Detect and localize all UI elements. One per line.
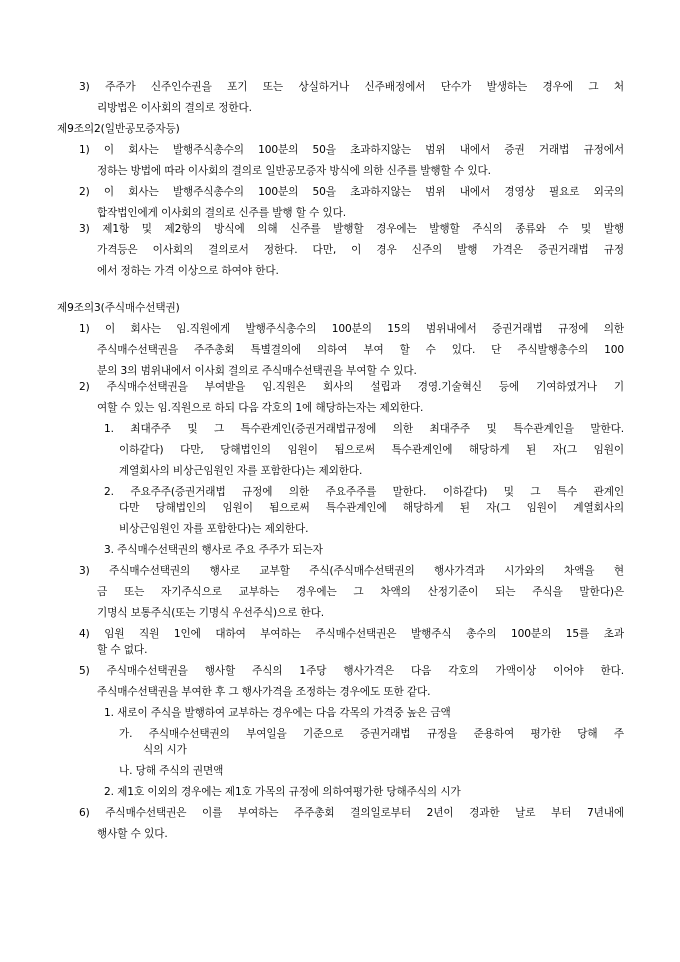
text-line: 3) 주식매수선택권의 행사로 교부할 주식(주식매수선택권의 행사가격과 시가와의 차액을 현 [79, 565, 624, 577]
text-line: 3. 주식매수선택권의 행사로 주요 주주가 되는자 [104, 544, 323, 556]
text-line: 3) 제1항 및 제2항의 방식에 의해 신주를 발행할 경우에는 발행할 주식의 종류와 수 및 발행 [79, 223, 624, 235]
text-line: 여할 수 있는 임.직원으로 하되 다음 각호의 1에 해당하는자는 제외한다. [97, 402, 424, 414]
text-line: 1. 최대주주 및 그 특수관계인(증권거래법규정에 의한 최대주주 및 특수관계인을 말한다. [104, 423, 624, 435]
text-line: 2. 주요주주(증권거래법 규정에 의한 주요주주를 말한다. 이하같다) 및 그 특수 관계인 [104, 486, 624, 498]
text-line: 가. 주식매수선택권의 부여일을 기준으로 증권거래법 규정을 준용하여 평가한 당해 주 [119, 728, 624, 740]
text-line: 나. 당해 주식의 권면액 [119, 765, 224, 777]
text-line: 기명식 보통주식(또는 기명식 우선주식)으로 한다. [97, 607, 325, 619]
text-line: 리방법은 이사회의 결의로 정한다. [97, 102, 252, 114]
text-line: 5) 주식매수선택권을 행사할 주식의 1주당 행사가격은 다음 각호의 가액이상 이어야 한다. [79, 665, 624, 677]
text-line: 6) 주식매수선택권은 이를 부여하는 주주총회 결의일로부터 2년이 경과한 날로 부터 7년내에 [79, 807, 624, 819]
text-line: 분의 3의 범위내에서 이사회 결의로 주식매수선택권을 부여할 수 있다. [97, 365, 417, 377]
article-heading: 제9조의3(주식매수선택권) [57, 302, 180, 314]
text-line: 2) 이 회사는 발행주식총수의 100분의 50을 초과하지않는 범위 내에서 경영상 필요로 외국의 [79, 186, 624, 198]
text-line: 1) 이 회사는 발행주식총수의 100분의 50을 초과하지않는 범위 내에서 증권 거래법 규정에서 [79, 144, 624, 156]
text-line: 식의 시가 [143, 744, 187, 756]
article-heading: 제9조의2(일반공모증자등) [57, 123, 180, 135]
text-line: 1. 새로이 주식을 발행하여 교부하는 경우에는 다음 각목의 가격중 높은 금액 [104, 707, 451, 719]
text-line: 2. 제1호 이외의 경우에는 제1호 가목의 규정에 의하여평가한 당해주식의 시가 [104, 786, 461, 798]
text-line: 계열회사의 비상근임원인 자를 포함한다)는 제외한다. [119, 465, 363, 477]
text-line: 에서 정하는 가격 이상으로 하여야 한다. [97, 265, 279, 277]
text-line: 다만 당해법인의 임원이 됨으로써 특수관계인에 해당하게 된 자(그 임원이 계열회사의 [119, 502, 624, 514]
text-line: 1) 이 회사는 임.직원에게 발행주식총수의 100분의 15의 범위내에서 증권거래법 규정에 의한 [79, 323, 624, 335]
text-line: 할 수 없다. [97, 644, 148, 656]
text-line: 비상근임원인 자를 포함한다)는 제외한다. [119, 523, 309, 535]
text-line: 2) 주식매수선택권을 부여받을 임.직원은 회사의 설립과 경영.기술혁신 등에 기여하였거나 기 [79, 381, 624, 393]
text-line: 주식매수선택권을 주주총회 특별결의에 의하여 부여 할 수 있다. 단 주식발행총수의 100 [97, 344, 624, 356]
text-line: 3) 주주가 신주인수권을 포기 또는 상실하거나 신주배정에서 단수가 발생하는 경우에 그 처 [79, 81, 624, 93]
text-line: 가격등은 이사회의 결의로서 정한다. 다만, 이 경우 신주의 발행 가격은 증권거래법 규정 [97, 244, 624, 256]
text-line: 4) 임원 직원 1인에 대하여 부여하는 주식매수선택권은 발행주식 총수의 100분의 15를 초과 [79, 628, 624, 640]
text-line: 이하같다) 다만, 당해법인의 임원이 됨으로써 특수관계인에 해당하게 된 자(그 임원이 [119, 444, 624, 456]
text-line: 정하는 방법에 따라 이사회의 결의로 일반공모증자 방식에 의한 신주를 발행할 수 있다. [97, 165, 491, 177]
text-line: 합작법인에게 이사회의 결의로 신주를 발행 할 수 있다. [97, 207, 347, 219]
text-line: 행사할 수 있다. [97, 828, 168, 840]
text-line: 금 또는 자기주식으로 교부하는 경우에는 그 차액의 산정기준이 되는 주식을 말한다)은 [97, 586, 624, 598]
text-line: 주식매수선택권을 부여한 후 그 행사가격을 조정하는 경우에도 또한 같다. [97, 686, 431, 698]
